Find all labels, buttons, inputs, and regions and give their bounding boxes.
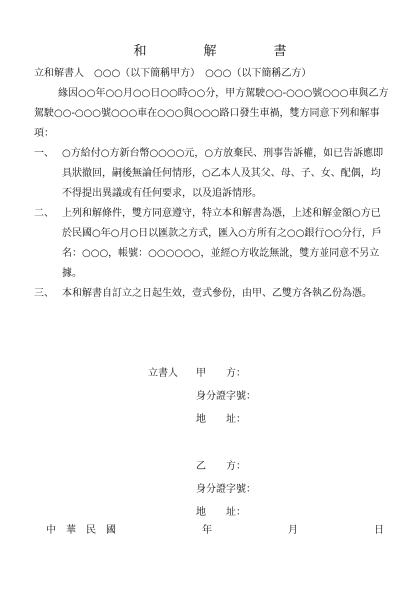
clause-number: 一、: [34, 148, 54, 159]
party-a-address-label: 地 址：: [196, 414, 246, 425]
intro-paragraph: 緣因○○年○○月○○日○○時○○分，甲方駕駛○○-○○○號○○○車與乙方駕駛○○-○○○號○○○車在○○○與○○○路口發生車禍，雙方同意下列和解事項：: [34, 88, 389, 139]
party-b-id-label: 身分證字號：: [196, 484, 256, 495]
clause-item: [34, 204, 390, 284]
clause-number: 三、: [34, 288, 54, 299]
document-title: 和 解 書: [133, 44, 309, 59]
clause-number: 二、: [34, 208, 54, 219]
parties-line: 立和解書人 ○○○（以下簡稱甲方） ○○○（以下簡稱乙方）: [34, 68, 312, 79]
party-b-address-label: 地 址：: [196, 507, 246, 518]
clause-item: [34, 284, 390, 304]
party-b-label: 乙 方：: [196, 461, 246, 472]
document-body: [34, 64, 390, 304]
date-year: 年: [202, 525, 212, 536]
clause-text: ○方給付○方新台幣○○○○元，○方放棄民、刑事告訴權，如已告訴應即具狀撤回，嗣後無論任何情形，○乙本人及其父、母、子、女、配偶，均不得提出異議或有任何要求，以及追訴情形。: [62, 148, 384, 199]
clause-item: [34, 144, 390, 204]
party-a-label: 甲 方：: [196, 368, 246, 379]
date-month: 月: [288, 525, 298, 536]
clause-text: 上列和解條件，雙方同意遵守，特立本和解書為憑，上述和解金額○方已於民國○年○月○日以匯款之方式，匯入○方所有之○○銀行○○分行，戶名：○○○，帳號：○○○○○○，並經○方收訖無訛，雙方並同意不另立據。: [62, 208, 382, 279]
signer-label: 立書人: [148, 368, 178, 379]
date-day: 日: [374, 525, 384, 536]
clause-text: 本和解書自訂立之日起生效，壹式參份，由甲、乙雙方各執乙份為憑。: [62, 288, 372, 299]
date-era: 中 華 民 國: [46, 525, 116, 536]
party-a-id-label: 身分證字號：: [196, 391, 256, 402]
